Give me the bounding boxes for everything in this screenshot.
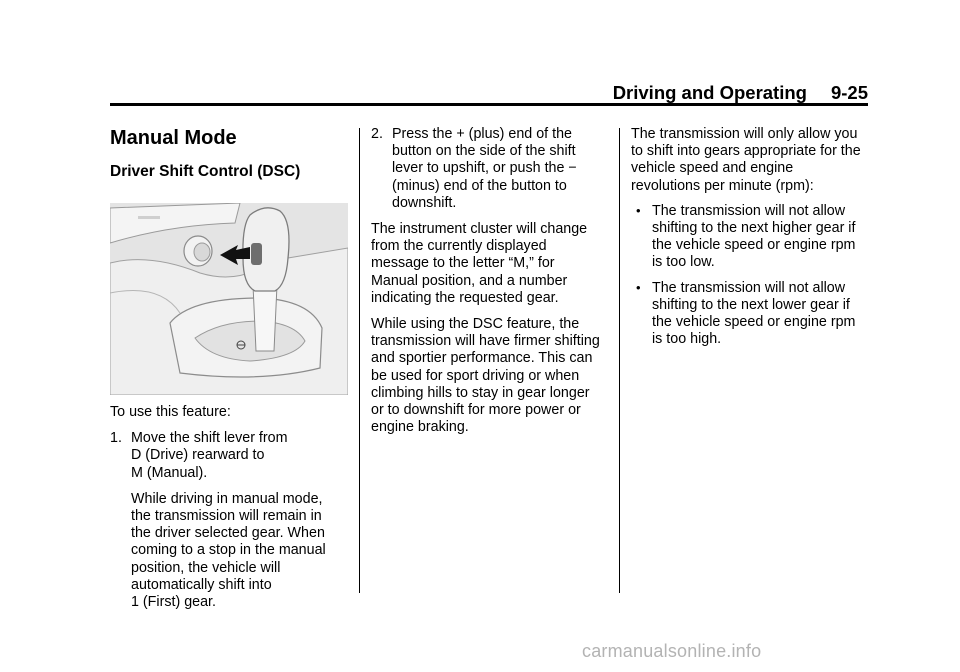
column-divider-2 [619,128,620,593]
step-1-detail-line: automatically shift into [131,576,272,593]
bullet-line: the vehicle speed or engine rpm [652,314,856,331]
page-number: 9-25 [830,82,868,103]
shift-lever-icon [110,203,348,395]
column-2 [371,126,611,436]
section-title: Driving and Operating [612,82,807,103]
bullet-item-upshift [631,203,871,272]
column-3 [631,126,871,348]
page-header [110,82,868,104]
step-2-line: lever to upshift, or push the − [392,160,577,177]
bullet-line: The transmission will not allow [652,279,846,296]
paragraph-line: Manual position, and a number [371,272,568,289]
column-1 [110,126,350,611]
paragraph-line: message to the letter “M,” for [371,255,555,272]
step-1-detail [110,491,350,611]
dsc-paragraph [371,316,611,436]
paragraph-line: The transmission will only allow you [631,126,858,142]
bullet-line: shifting to the next higher gear if [652,220,856,237]
paragraph-line: or to downshift for more power or [371,402,581,419]
step-1-detail-line: coming to a stop in the manual [131,542,326,559]
paragraph-line: The instrument cluster will change [371,221,588,238]
bullet-icon: • [636,279,641,295]
section-heading: Manual Mode [110,127,237,149]
step-1-number: 1. [110,430,122,447]
gear-limits-intro [631,126,871,195]
paragraph-line: from the currently displayed [371,238,547,255]
paragraph-line: and sportier performance. This can [371,350,593,367]
subsection-heading: Driver Shift Control (DSC) [110,163,301,180]
paragraph-line: be used for sport driving or when [371,367,580,384]
header-rule [110,103,868,106]
step-1-detail-line: the driver selected gear. When [131,525,325,542]
paragraph-line: transmission will have firmer shifting [371,333,600,350]
bullet-item-downshift [631,280,871,349]
paragraph-line: to shift into gears appropriate for the [631,143,861,160]
step-1 [110,430,350,482]
step-1-detail-line: the transmission will remain in [131,508,322,525]
paragraph-line: engine braking. [371,419,469,436]
bullet-line: the vehicle speed or engine rpm [652,237,856,254]
paragraph-line: While using the DSC feature, the [371,316,580,333]
step-1-detail-line: position, the vehicle will [131,559,281,576]
bullet-line: shifting to the next lower gear if [652,296,850,313]
shift-lever-illustration [110,203,348,395]
step-2-line: (minus) end of the button to [392,177,567,194]
paragraph-line: revolutions per minute (rpm): [631,177,814,194]
paragraph-line: climbing hills to stay in gear longer [371,384,590,401]
step-2-number: 2. [371,126,383,142]
cluster-paragraph [371,221,611,307]
step-1-detail-line: While driving in manual mode, [131,490,323,507]
step-1-line: Move the shift lever from [131,430,288,447]
paragraph-line: indicating the requested gear. [371,289,559,306]
step-1-detail-line: 1 (First) gear. [131,594,217,611]
bullet-line: The transmission will not allow [652,202,846,219]
bullet-icon: • [636,202,641,218]
step-1-line: D (Drive) rearward to [131,447,265,464]
paragraph-line: vehicle speed and engine [631,160,794,177]
step-2-line: button on the side of the shift [392,143,576,160]
step-2-line: Press the + (plus) end of the [392,126,573,142]
step-1-line: M (Manual). [131,464,208,481]
bullet-line: is too high. [652,331,722,348]
watermark: carmanualsonline.info [582,641,762,661]
step-2-line: downshift. [392,194,457,211]
intro-text: To use this feature: [110,404,231,420]
step-2 [371,126,611,212]
bullet-line: is too low. [652,254,715,271]
column-divider-1 [359,128,360,593]
